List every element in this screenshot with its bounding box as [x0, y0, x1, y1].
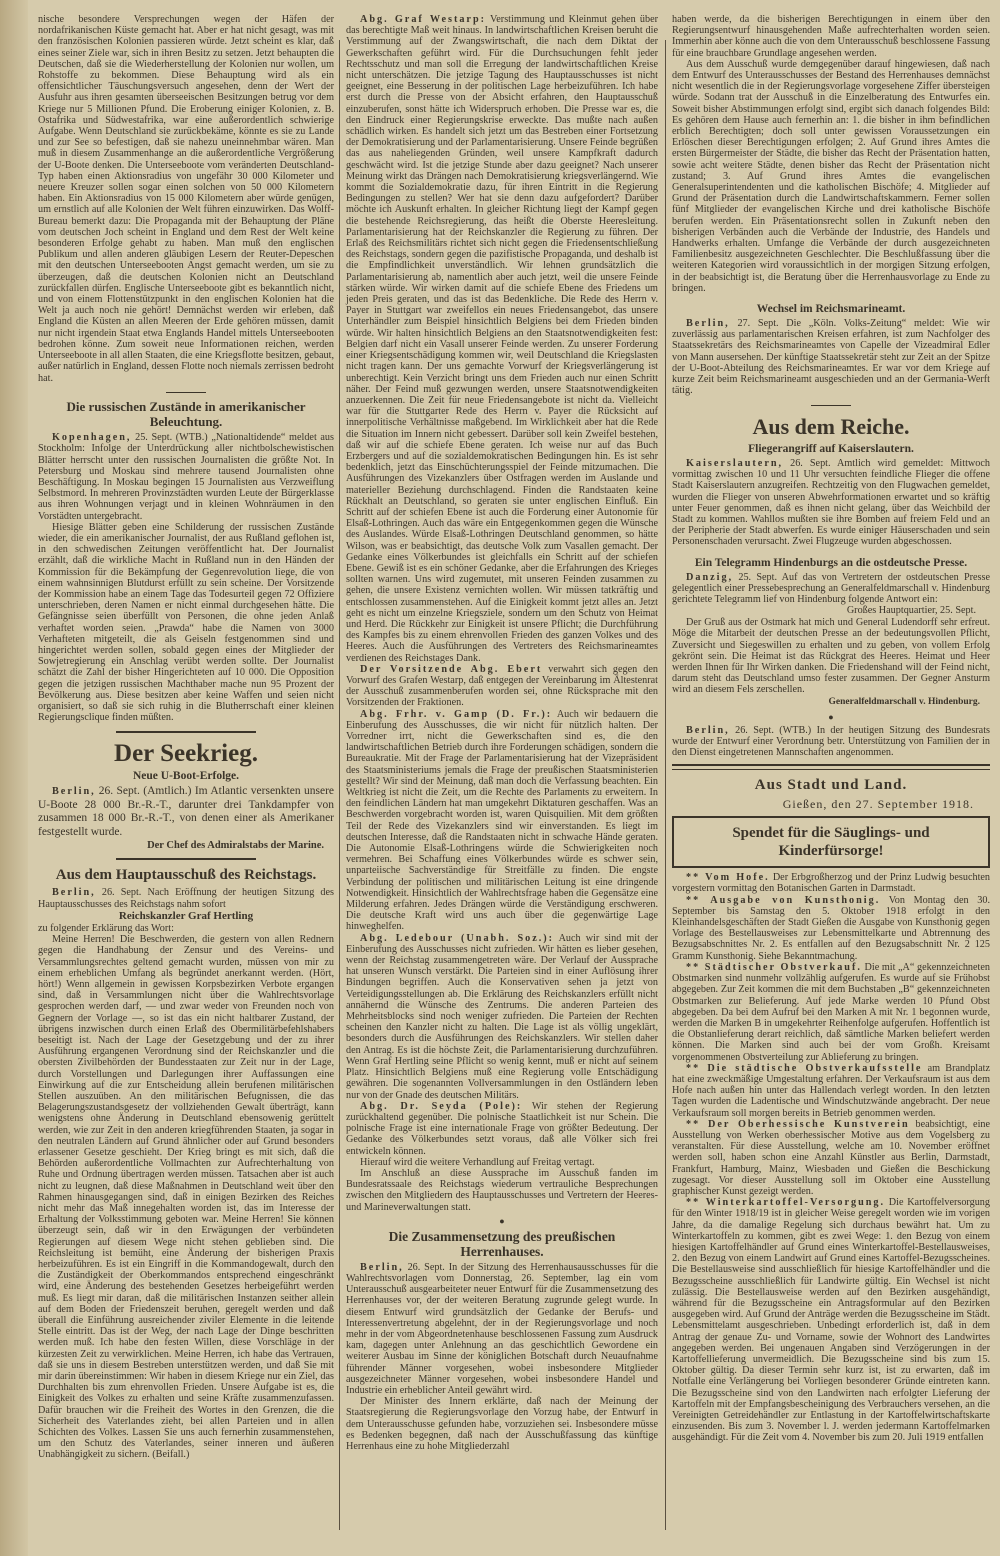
- headline: Ein Telegramm Hindenburgs an die ostdeutsche Presse.: [694, 556, 968, 569]
- article-aus-dem-reiche: Aus dem Reiche. Fliegerangriff auf Kaiserslautern. Kaiserslautern, 26. Sept. Amtlich wird gemeldet: Mittwoch vormittag zwischen 10 und 11 Uhr versuchten feindliche Flieger die offene Stadt Kaiserslautern anzugreifen. Rechtzeitig von den Flugwachen gemeldet, wurden die Flieger von unseren Abwehrformationen erwartet und so kräftig unter Feuer genommen, daß es ihnen nicht gelang, über das Weichbild der Stadt zu kommen. Wahllos mußten sie ihre Bomben auf freiem Feld und an der Peripherie der Stadt abwerfen. Es wurde einiger Häuserschaden und sein Personenschaden verursacht. Zwei Flugzeuge wurden abgeschossen.: [672, 405, 990, 548]
- signature: Generalfeldmarschall v. Hindenburg.: [828, 696, 980, 707]
- headline: Wechsel im Reichsmarineamt.: [756, 303, 906, 316]
- article-hauptausschuss-continued: Abg. Graf Westarp: Verstimmung und Kleinmut gehen über das berechtigte Maß weit hinaus. In landwirtschaftlichen Kreisen beruht die Verstimmung auf der Zwangswirtschaft, die nach dem Diktat der Gewerkschaften geführt wird. Für die Durchsuchungen fehlt jeder Rechtsschutz und man soll die Erregung der landwirtschaftlichen Kreise nicht unterschätzen. Die jetzige Tagung des Hauptausschusses ist nicht geeignet, eine Besserung in der politischen Lage herbeizuführen. Ich habe erst durch die Presse von der Absicht erfahren, den Hauptausschuß einzuberufen, sonst hätte ich Widerspruch erhoben. Die Presse war es, die den Eindruck einer Regierungskrise erweckte. Das mußte nach außen schädlich wirken. Es handelt sich jetzt um das Bestreben einer Fortsetzung der Demokratisierung und der Parlamentarisierung. Unsere Feinde begrüßen das aus naheliegenden Gründen, weil unsere Kampfkraft dadurch geschwächt wird. Ist die jetzige Stunde aber dazu geeignet? Nach unserer Meinung wirkt das Drängen nach Demokratisierung kriegsverlängernd. Wie kommt die Sozialdemokratie dazu, für ihren Eintritt in die Regierung Bedingungen zu stellen? Wer hat sie denn dazu aufgefordert? Darüber möchte ich Auskunft erhalten. In gleicher Richtung liegt der Kampf gegen die bestehende Reichsregierung, das heißt die Oberste Heeresleitung. Parlamentarisierung hat der Reichskanzler die Regierung zu führen. Der Erlaß des Reichsmilitärs richtet sich nicht gegen die Friedensentschließung des Reichstags, sondern gegen die pazifistische Propaganda, und deshalb ist die Empfindlichkeit unverständlich. Wir lehnen grundsätzlich die Parlamentarisierung ab, namentlich aber auch jetzt, weil die unsere Feinde stärken würde. Wir wirken damit auf die schiefe Ebene des Friedens um jeden Preis geraten, und das ist das Bedenkliche. Die Rede des Herrn v. Payer in Stuttgart war zweifellos ein neues Friedensangebot, das unsere Unterhändler zum Beispiel hinsichtlich Belgiens bei dem Frieden binden würde. Wir halten hinsichtlich Belgiens an den Staatsnotwendigkeiten fest: Belgien darf nicht ein Vasall unserer Feinde werden. Zu unserer Forderung einer Kriegsentschädigung kommen wir, weil Deutschland die Kriegslasten nicht tragen kann. Der uns gemachte Vorwurf der Kriegsverlängerung ist unberechtigt. Kein Verzicht bringt uns dem Frieden auch nur einen Schritt näher. Der Feind muß gezwungen werden, unsere Staatsnotwendigkeiten anzuerkennen. Die Zeit für neue Friedensangebote ist nicht da. Vielleicht war für die Stuttgarter Rede des Herrn v. Payer die Rücksicht auf innerpolitische Verhältnisse maßgebend. Im Wirklichkeit aber hat die Rede die Situation im Innern nicht gebessert. Darüber soll kein Zweifel bestehen, daß wir auf die schiefe Ebene geraten. Ich weise nur auf das Buch Erzbergers und auf die sozialdemokratischen Bedingungen hin. Es ist sehr bedenklich, jetzt das Einschüchterungsspiel der Feinde mitzumachen. Die Ausführungen des Vizekanzlers über Ostfragen werden im Auslande und materieller Beziehung durchschlagend. Finden die Randstaaten keine Rückhalt an Deutschland, so geraten sie unter englischen Einfluß. Ein Schritt auf der schiefen Ebene ist auch die Forderung einer Autonomie für Elsaß-Lothringen. Auch das wäre ein Entgegenkommen gegen die Wünsche des Auslandes. Würde Elsaß-Lothringen Deutschland genommen, so hätte Wilson, was er beabsichtigt, das deutsche Volk zum Vasallen gemacht. Der Gedanke eines Völkerbundes ist gleichfalls ein Schritt auf der schiefen Ebene. Gewiß ist es ein schöner Gedanke, aber die Erfahrungen des Krieges sollten warnen. Uns wird zugemutet, mit unseren Feinden zusammen zu gehen, die unsere Existenz vernichten wollen. Wir müssen tatkräftig und entschlossen zusammenstehen. Auf die Einigkeit kommt jetzt alles an. Jetzt geht es nicht um einzelne Kriegsziele, sondern um den Schutz von Heimat und Herd. Die Rückkehr zur Einigkeit ist unsere Pflicht; die Durchführung des Kampfes bis zu einem ehrenvollen Frieden des ganzen Volkes und des Heeres. Auch die Ausführungen des Vertreters des Reichsmarineamtes verdienen des Reichstages Dank. Der Vorsitzende Abg. Ebert verwahrt sich gegen den Vorwurf des Grafen Westarp, daß entgegen der Vereinbarung im Ältestenrat der Ausschuß zusammenberufen worden sei, ohne Rücksprache mit den Vorsitzenden der Fraktionen. Abg. Frhr. v. Gamp (D. Fr.): Auch wir bedauern die Einberufung des Ausschusses, die wir nicht für nützlich halten. Der Vorredner irrt, nicht die Gewerkschaften sind es, die den landwirtschaftlichen Betrieb durch ihre Forderungen schädigen, sondern die Bureaukratie. Mit der Frage der Parlamentarisierung hat der Vizepräsident des Staatsministeriums jemals die Frage der preußischen Staatsministerien gestellt? Wir sind der Meinung, daß man doch die Verfassung beachten. Ein Weltkrieg ist nicht die Zeit, um die Rechte des Parlaments zu erweitern. In den feindlichen Ländern hat man umgekehrt Diktaturen geschaffen. Was an Beschwerden vorgebracht worden ist, waren Quisquilien. Mit dem größten Teil der Rede des Vizekanzlers sind wir einverstanden. Es liegt im deutschen Interesse, daß die Randstaaten nicht in schwache Hände geraten. Die Autonomie Elsaß-Lothringens würde die Schwierigkeiten noch vermehren. Bei Schaffung eines Völkerbundes würde es schwer sein, unparteiische Sachverständige für Streitfälle zu finden. Die engste Verbindung der politischen und militärischen Leitung ist eine dringende Notwendigkeit. Hinsichtlich der Wahlrechtsfrage haben die Gegensätze eine Milderung erfahren. Jedes Drängen würde die Verständigung erschweren. Die deutsche Kraft wird uns auch über die gegenwärtige Lage hinweghelfen. Abg. Ledebour (Unabh. Soz.): Auch wir sind mit der Einberufung des Ausschusses nicht zufrieden. Wir hätten es lieber gesehen, wenn der Reichstag zusammengetreten wäre. Der Verlauf der Aussprache hat unseren Wunsch verstärkt. Die Parteien sind in einer Auflösung ihrer Bindungen begriffen. Auch die Konservativen sehen ja jetzt von Verteidigungsstellungen ab. Die Erklärung des Reichskanzlers erfüllt nicht annähernd die Wünsche des Zentrums. Die anderen Parteien des Mehrheitsblocks sind noch weniger zufrieden. Die Parteien der Rechten scheinen den Kanzler nicht zu halten. Die Lage ist als völlig ungeklärt, besonders durch die Ausführungen des Reichskanzlers. Wir stellen daher den Antrag. Es ist die höchste Zeit, die Parlamentarisierung durchzuführen. Wenn Graf Hertling seine Pflicht so wenig kennt, muß er nicht auf seinem Platz. Hinsichtlich Belgiens muß eine Regierung volle Entschädigung gewähren. Die sogenannten Vollversammlungen in den Ostländern leben nur von der Gnade des deutschen Militärs. Abg. Dr. Seyda (Pole): Wir stehen der Regierung zurückhaltend gegenüber. Die polnische Staatlichkeit ist nur Schein. Die polnische Frage ist eine internationale Frage von größter Bedeutung. Der Gedanke des Völkerbundes setzt voraus, daß alle Völker sich frei entwickeln können. Hierauf wird die weitere Verhandlung auf Freitag vertagt. Im Anschluß an diese Aussprache im Ausschuß fanden im Bundesratssaale des Reichstags wiederum vertrauliche Besprechungen zwischen den Mitgliedern des Hauptausschusses und Vertretern der Heeres- und Marineverwaltungen statt.: [346, 14, 658, 1213]
- dateline: Gießen, den 27. September 1918.: [782, 797, 974, 812]
- article-hindenburg-telegram: Ein Telegramm Hindenburgs an die ostdeutsche Presse. Danzig, 25. Sept. Auf das von Vertretern der ostdeutschen Presse gelegentlich einer Pressebesprechung an Generalfeldmarschall v. Hindenburg gerichtete Telegramm lief von Hindenburg folgende Antwort ein: Großes Hauptquartier, 25. Sept. Der Gruß aus der Ostmark hat mich und General Ludendorff sehr erfreut. Möge die Mitarbeit der deutschen Presse an der bedeutungsvollen Pflicht, Zuversicht und Siegeswillen zu erhalten und zu geben, von vollem Erfolg gekrönt sein. Die Heimat ist das Rückgrat des Heeres. Heimat und Heer werden Ihnen für Ihr Wirken danken. Die Friedenshand will der Feind nicht, darum steht das Deutschland umso fester zusammen. Der Gegner Ansturm wird an diesem Fels zerschellen. Generalfeldmarschall v. Hindenburg. ● Berlin, 26. Sept. (WTB.) In der heutigen Sitzung des Bundesrats wurde der Entwurf einer Verordnung betr. Unterstützung von Familien der in den Dienst eingetretenen Mannschaften angenommen.: [672, 556, 990, 759]
- separator-dot: ●: [499, 1215, 505, 1226]
- headline: Die Zusammensetzung des preußischen Herrenhauses.: [388, 1228, 616, 1259]
- appeal-box: Spendet für die Säuglings- und Kinderfürsorge!: [672, 816, 990, 868]
- divider: [116, 858, 256, 860]
- article-colonies-continued: nische besondere Versprechungen wegen der Häfen der nordafrikanischen Küste gemacht hat. Aber er hat nicht gesagt, was mit den französischen Kolonien passieren würde. Jetzt scheint es klar, daß eines seiner Ziele war, sich in ihren Besitz zu setzen. Jetzt behaupten die Deutschen, daß sie die Wiederherstellung der Kolonien nur wollen, um Rohstoffe zu bekommen. Diese Behauptung wird als ein offensichtlicher Täuschungsversuch angesehen, denn der Wert der Ausfuhr aus ihren gesamten überseeischen Besitzungen betrug vor dem Kriege nur 5 Millionen Pfund. Die Eroberung einiger Kolonien, z. B. Ostafrika und Südwestafrika, war eine außerordentlich schwierige Aufgabe. Wenn Deutschland sie zurückbekäme, könnte es sie zu Lande und zur See so befestigen, daß sie nahezu uneinnehmbar wären. Man muß in diesem Zusammenhange an die außerordentliche Vergrößerung der U-Boote denken. Die Unterseeboote vom veränderten Deutschland-Typ haben einen Aktionsradius von ungefähr 30 000 Kilometer und neuere Kreuzer sollen sogar einen solchen von 50 000 Kilometern haben. Ein Aktionsradius von 15 000 Kilometern aber würde genügen, um ernstlich auf alle Kolonien der Welt führen einzuwirken. Das Wolff-Bureau bemerkt dazu: Die Propaganda mit der Behauptung der Pläne vom deutschen Joch scheint in England und dem Rest der Welt keine besonderen Erfolge gehabt zu haben. Man muß den englischen Publikum und allen anderen gläubigen Lesern der Reuter-Depeschen mit den deutschen Unterseebooten Angst gemacht werden, um sie zu überzeugen, daß die deutschen Kolonien nicht an Deutschland zurückfallen dürfen. Englische Unterseeboote gibt es bekanntlich nicht, und von einem Flottenstützpunkt in den englischen Kolonien hat die Welt ja auch noch nie gehört! Demnächst werden wir erleben, daß England die Küsten an allen Meeren der Erde gehören müssen, damit nur nicht irgendein Staat etwa Englands Handel mittels Unterseebooten bedrohen könne. Zum soweit neue Informationen reichen, werden Unterseeboote in all allen Staaten, die eine Kriegsflotte besitzen, gebaut, außer natürlich in England, dessen Flotte noch niemals zerrissen bedroht hat.: [38, 14, 334, 384]
- headline: Die russischen Zustände in amerikanischer Beleuchtung.: [66, 399, 306, 430]
- subheadline: Neue U-Boot-Erfolge.: [132, 770, 240, 783]
- article-reichsmarineamt: Wechsel im Reichsmarineamt. Berlin, 27. Sept. Die „Köln. Volks-Zeitung“ meldet: Wie wir zuverlässig aus parlamentarischen Kreisen erfahren, ist zum Nachfolger des Staatssekretärs des Reichsmarineamtes von Capelle der Vizeadmiral Edler von Mann ausersehen. Der künftige Staatssekretär steht zur Zeit an der Spitze der U-Boot-Abteilung des Reichsmarineamtes. Er war vor dem Kriege auf kurze Zeit beim Reichsmarineamt ausgeschieden und an der Germania-Werft tätig.: [672, 303, 991, 397]
- divider: [672, 764, 990, 770]
- divider: [811, 405, 851, 407]
- column-3: [672, 14, 990, 1444]
- headline: Der Seekrieg.: [114, 740, 258, 768]
- section-stadt-und-land: Aus Stadt und Land. Gießen, den 27. September 1918. Spendet für die Säuglings- und Kinderfürsorge! ** Vom Hofe. Der Erbgroßherzog und der Prinz Ludwig besuchten vorgestern vormittag den Botanischen Garten in Darmstadt. ** Ausgabe von Kunsthonig. Von Montag den 30. September bis Samstag den 5. Oktober 1918 erfolgt in den Kleinhandelsgeschäften der Stadt Gießen die Ausgabe von Kunsthonig gegen Vorlage des Bestellausweises zur Lebensmittelkarte und Abtrennung des Bezugsabschnittes Nr. 2. Es entfallen auf den Bezugsabschnitt Nr. 2 125 Gramm Kunsthonig. Siehe Bekanntmachung. ** Städtischer Obstverkauf. Die mit „A“ gekennzeichneten Obstmarken sind nunmehr vollzählig aufgerufen. Es wurde auf sie Frühobst abgegeben. Zur Zeit kommen die mit dem Buchstaben „B“ gekennzeichneten Obstmarken zur Belieferung. Auf jede Marke werden 10 Pfund Obst abgegeben. Da bei dem Aufruf bei den Marken A mit Nr. 1 begonnen wurde, werden die Marken B in umgekehrter Reihenfolge aufgerufen. Hoffentlich ist die Obstanlieferung derart reichlich, daß sämtliche Marken beliefert werden können. Die Marken sind auch bei der vom Großh. Kreisamt vorgenommenen Obstverteilung zur Ablieferung zu bringen. ** Die städtische Obstverkaufsstelle am Brandplatz hat eine zweckmäßige Umgestaltung erfahren. Der Verkaufsraum ist aus dem Hofe nach außen hin unter das Hallendach verlegt worden. In den letzten Tagen wurden die Ladentische und Windschutzwände angebracht. Der neue Verkaufsraum soll morgen bereits in Betrieb genommen werden. ** Der Oberhessische Kunstverein beabsichtigt, eine Ausstellung von Werken oberhessischer Motive aus dem Vogelsberg zu veranstalten. Für diese Ausstellung, welche am 10. November eröffnet werden soll, haben schon eine Anzahl Künstler aus Berlin, Darmstadt, Frankfurt, Hamburg, Mainz, Wiesbaden und Gießen die Beschickung zugesagt. Vor dieser Ausstellung soll im Oktober eine Ausstellung graphischer Kunst gezeigt werden. ** Winterkartoffel-Versorgung. Die Kartoffelversorgung für den Winter 1918/19 ist in gleicher Weise geregelt worden wie im vorigen Jahre, da die damalige Regelung sich durchaus bewährt hat. Um zu Winterkartoffeln zu kommen, gibt es zwei Wege: 1. den Bezug von einem hiesigen Kartoffelhändler auf Grund eines Winterkartoffel-Bestellausweises, 2. den Bezug von einem Landwirt auf Grund eines Kartoffel-Bezugsscheines. Die Bestellausweise sind ausschließlich für hiesige Kartoffelhändler und die Bezugsscheine ausschließlich für Landwirte gültig. Ein Wechsel ist nicht zulässig. Die Bestellausweise werden auf den Bezirken ausgehändigt, während für die Bezugsscheine ein Antragsformular auf den Bezirken ausgegeben wird. Auf Grund der Anträge werden die Bezugsscheine im Städt. Lebensmittelamt ausgeschrieben. Unbedingt erforderlich ist, daß in dem Antrag der genaue Zu- und Vorname, sowie der Wohnort des Landwirtes angegeben werden. Bei ungenauen Angaben sind Verzögerungen in der Kartoffellieferung unvermeidlich. Die Bezugsscheine sind bis zum 15. Oktober gültig. Da dieser Termin sehr kurz ist, ist zu erwarten, daß im Notfalle eine Verlängerung bei Vorliegen besonderer Gründe eintreten kann. Die Bezugsscheine sind von den Landwirten nach erfolgter Lieferung der Kartoffeln mit der Empfangsbescheinigung des Verbrauchers versehen, an die Vereinigten Getreidehändler zur Entlastung in der Kartoffelwirtschaftskarte einzusenden. Bis zum 3. November l. J. werden jedermann Kartoffelmarken ausgehändigt. Für die Zeit vom 4. November bis zum 20. Juli 1919 entfallen: [672, 764, 990, 1443]
- column-2: [346, 14, 658, 1452]
- headline: Aus dem Reiche.: [752, 414, 910, 439]
- section-title: Aus Stadt und Land.: [754, 777, 908, 794]
- article-russia: Die russischen Zustände in amerikanischer Beleuchtung. Kopenhagen, 25. Sept. (WTB.) „Nationaltidende“ meldet aus Stockholm: Infolge der Unterdrückung aller nichtbolschewistischen Blätter herrscht unter den russischen Journalisten die größte Not. In Petersburg und Moskau sind mehrere tausend Journalisten ohne Beschäftigung. In Moskau begingen 15 Journalisten aus Verzweiflung Selbstmord. In mehreren Provinzstädten wurden Leute der Bürgerklasse aus ihren Wohnungen verjagt und in kleinen Wohnräumen in den Vorstädten untergebracht. Hiesige Blätter geben eine Schilderung der russischen Zustände wieder, die ein amerikanischer Journalist, der aus Rußland geflohen ist, in den schwedischen Zeitungen veröffentlicht hat. Der Journalist erzählt, daß die wirkliche Macht in Rußland nun in den Händen der Kommission für die Bekämpfung der Gegenrevolution liege, die von einem wahnsinnigen Blutdurst erfüllt zu sein scheine. Der Vorsitzende der Kommission habe an einem Tage das Todesurteil gegen 72 Offiziere unterschrieben, deren Namen er nicht einmal durchgesehen hätte. Die Gefängnisse seien überfüllt von Personen, die ohne jeden Anlaß verhaftet worden seien. „Prawda“ habe die Namen von 3000 Verhafteten mitgeteilt, die als Geiseln festgenommen sind und hingerichtet werden sollen, sobald gegen eines der Mitglieder der Sowjetregierung ein Anschlag verübt werden sollte. Der Journalist schätzt die Zahl der bisher Hingerichteten auf 10 000. Die Opposition gegen die jetzigen russischen Machthaber mache nun 95 Prozent der Bevölkerung aus. Diese besitzen aber keine Waffen und seien nicht organisiert, so daß sie sich ruhig in die Blutherrschaft einer kleinen Regierungsclique finden müßten.: [38, 392, 334, 724]
- article-herrenhaus: ● Die Zusammensetzung des preußischen Herrenhauses. Berlin, 26. Sept. In der Sitzung des Herrenhausausschusses für die Wahlrechtsvorlagen vom Donnerstag, 26. September, lag ein vom Unterausschuß ausgearbeiteter neuer Entwurf für die Zusammensetzung des Herrenhauses vor, der der weiteren Beratung zugrunde gelegt wurde. In diesem Entwurf wird grundsätzlich der Gedanke der Berufs- und Interessenvertretung abgelehnt, der in der Regierungsvorlage und noch mehr in der vom Abgeordnetenhause beschlossenen Fassung zum Ausdruck kam, dagegen unter Anlehnung an das geschichtlich Gewordene ein weiterer Ausbau im Sinne der königlichen Botschaft durch Neuaufnahme führender Männer vorgesehen, wobei insbesondere Mitglieder ausgezeichneter Männer vorgesehen, wobei insbesondere Handel und Industrie ein erheblicher Anteil gewährt wird. Der Minister des Innern erklärte, daß nach der Meinung der Staatsregierung die Regierungsvorlage den Vorzug habe, der Entwurf in dem Unterausschusse gefunden habe, vorzuziehen sei. Insbesondere müsse es Bedenken begegnen, daß nach der Ausschußfassung das künftige Herrenhaus eine zu hohe Mitgliederzahl: [346, 1215, 658, 1452]
- separator-dot: ●: [828, 711, 834, 722]
- divider: [166, 392, 206, 394]
- article-hauptausschuss: Aus dem Hauptausschuß des Reichstags. Berlin, 26. Sept. Nach Eröffnung der heutigen Sitzung des Hauptausschusses des Reichstags nahm sofort Reichskanzler Graf Hertling zu folgender Erklärung das Wort: Meine Herren! Die Beschwerden, die gestern von allen Rednern gegen die Handhabung der Zensur und des Vereins- und Versammlungsrechtes geltend gemacht wurden, müssen von mir zu einem erheblichen Umfang als begründet anerkannt werden. (Hört, hört!) Wenn allgemein in gewissen Korpsbezirken Verbote ergangen sind, daß in Versammlungen nicht über die Wahlrechtsvorlage gesprochen werden darf, — und zwar weder von Freunden noch von Gegnern der Vorlage —, so ist das ein nicht haltbarer Zustand, der übrigens inzwischen durch einen Erlaß des Obermilitärbefehlshabers beseitigt ist. Nach der Lage der Gesetzgebung und der zu ihrer Ausführung ergangenen Verordnung sind der Reichskanzler und die obersten Zivilbehörden der Bundesstaaten zur Zeit nur in der Lage, durch Vorstellungen und Darlegungen ihrer Auffassungen eine Einwirkung auf die zur Entscheidung allein berufenen militärischen Stellen auszuüben. An den militärischen Befugnissen, die das Belagerungszustandsgesetz der vollziehenden Gewalt überträgt, kann wenigstens ohne Änderung in Deutschland ebensowenig gerüttelt werden, wie zur Zeit in den anderen kriegführenden Staaten, ja sogar in den neutralen Ländern auf Grund ähnlicher oder auf Grund besonders erlassener Gesetze geschieht. Der Krieg bringt es mit sich, daß die Behörden außerordentliche Vollmachten zur Aufrechterhaltung von Ruhe und Ordnung übertragen werden müssen. Tatsachen aber ist auch nicht zu leugnen, daß diese Maßnahmen in Deutschland weit über den Rahmen hinausgegangen sind, daß in einigen Bezirken des Reiches nicht mehr das Maß innegehalten worden ist, das im Interesse der Erhaltung der Volksstimmung geboten war. Meine Herren! Sie können überzeugt sein, daß wir in den Erwägungen der verbündeten Regierungen auf diesem Wege nicht stehen geblieben sind. Die Reichsleitung ist bemüht, eine Änderung der bisherigen Praxis herbeizuführen. Es ist ein Eingriff in die Kommandogewalt, durch den die Zuständigkeit der Oberkommandos entsprechend eingeschränkt wird, eine Änderung des bestehenden Gesetzes herbeigeführt werden muß. Es liegt mir daran, daß die militärischen Instanzen seither allein auf dem Boden der Friedenszeit beruhen, geregelt werden und daß überall die Einführung ausreichender ziviler Elemente in die leitende Stelle eintritt. Das ist der Weg, der nach Lage der Dinge beschritten werden muß. Ich habe den festen Willen, diese Vorschläge in der kürzesten Zeit zu verwirklichen. Meine Herren, ich habe das Vertrauen, daß sie uns in diesem Bestreben unterstützen werden, und daß Sie mit mir darin übereinstimmen: Wir haben in diesem Kriege nur ein Ziel, das Durchhalten bis zum ehrenvollen Frieden. Unsere Aufgabe ist es, die Einigkeit des Volkes zu erhalten und seine Kräfte zusammenzufassen. Dafür brauchen wir die Freiheit des Wortes in den Grenzen, die die Sicherheit des Vaterlandes zieht, bei allen Parteien und in allen Schichten des Volkes. Lassen Sie uns auch fernerhin zusammenstehen, um den Schutz des Vaterlandes, seiner inneren und äußeren Unabhängigkeit zu sichern. (Beifall.): [38, 867, 335, 1461]
- subheadline: Fliegerangriff auf Kaiserslautern.: [748, 443, 914, 455]
- signature: Der Chef des Admiralstabs der Marine.: [147, 840, 324, 852]
- headline: Aus dem Hauptausschuß des Reichstags.: [55, 867, 317, 884]
- divider: [116, 731, 256, 733]
- column-1: [38, 14, 334, 1461]
- article-seekrieg: Der Seekrieg. Neue U-Boot-Erfolge. Berlin, 26. Sept. (Amtlich.) Im Atlantic versenkten unsere U-Boote 28 000 Br.-R.-T., darunter drei Tankdampfer von zusammen 18 000 Br.-R.-T., von denen einer als Amerikaner festgestellt wurde. Der Chef des Admiralstabs der Marine.: [38, 731, 334, 860]
- article-herrenhaus-continued: haben werde, da die bisherigen Berechtigungen in einem über den Regierungsentwurf hinausgehenden Maße aufrechterhalten worden seien. Immerhin aber könne auch die von dem Unterausschuß beschlossene Fassung für eine brauchbare Grundlage angesehen werden. Aus dem Ausschuß wurde demgegenüber darauf hingewiesen, daß nach dem Entwurf des Unterausschusses der Bestand des Herrenhauses demnächst nicht wesentlich die in der Regierungsvorlage vorgesehene Ziffer übersteigen würde. Sodann trat der Ausschuß in die Einzelberatung des Entwurfes ein. Soweit bisher Abstimmungen erfolgt sind, ergibt sich danach folgendes Bild: Es gehören dem Hause auch fernerhin an: 1. die bisher in ihm befindlichen erblich Berechtigten; doch soll unter gewissen Voraussetzungen ein Erlöschen dieser Berechtigungen erfolgen; 2. Auf Grund ihres Amtes die ersten Bürgermeister der Städte, die bisher das Recht der Präsentation hatten, sowie acht weitere Städte, denen bisher das Recht der Präsentation nicht zustand; 3. Auf Grund ihres Amtes die evangelischen Generalsuperintendenten und die katholischen Bischöfe; 4. Mitglieder auf Grund der Präsentation durch die Landwirtschaftskammern. Ferner sollen fünf Mitglieder der evangelischen Kirche und drei katholische Bischöfe berufen werden. Ein Präsentationsrecht sollen in Zukunft neben den bisherigen Verbänden auch die Verbände der Industrie, des Handels und Handwerks erhalten. Umfange die Verbände der durch ausgezeichneten Familienbesitz ausgezeichneten Geschlechter. Die Beschlußfassung über die weiteren Kategorien wird voraussichtlich in der morgigen Sitzung erfolgen, in der beabsichtigt ist, die Beratung über die Herrenhausvorlage zu Ende zu bringen.: [672, 14, 990, 294]
